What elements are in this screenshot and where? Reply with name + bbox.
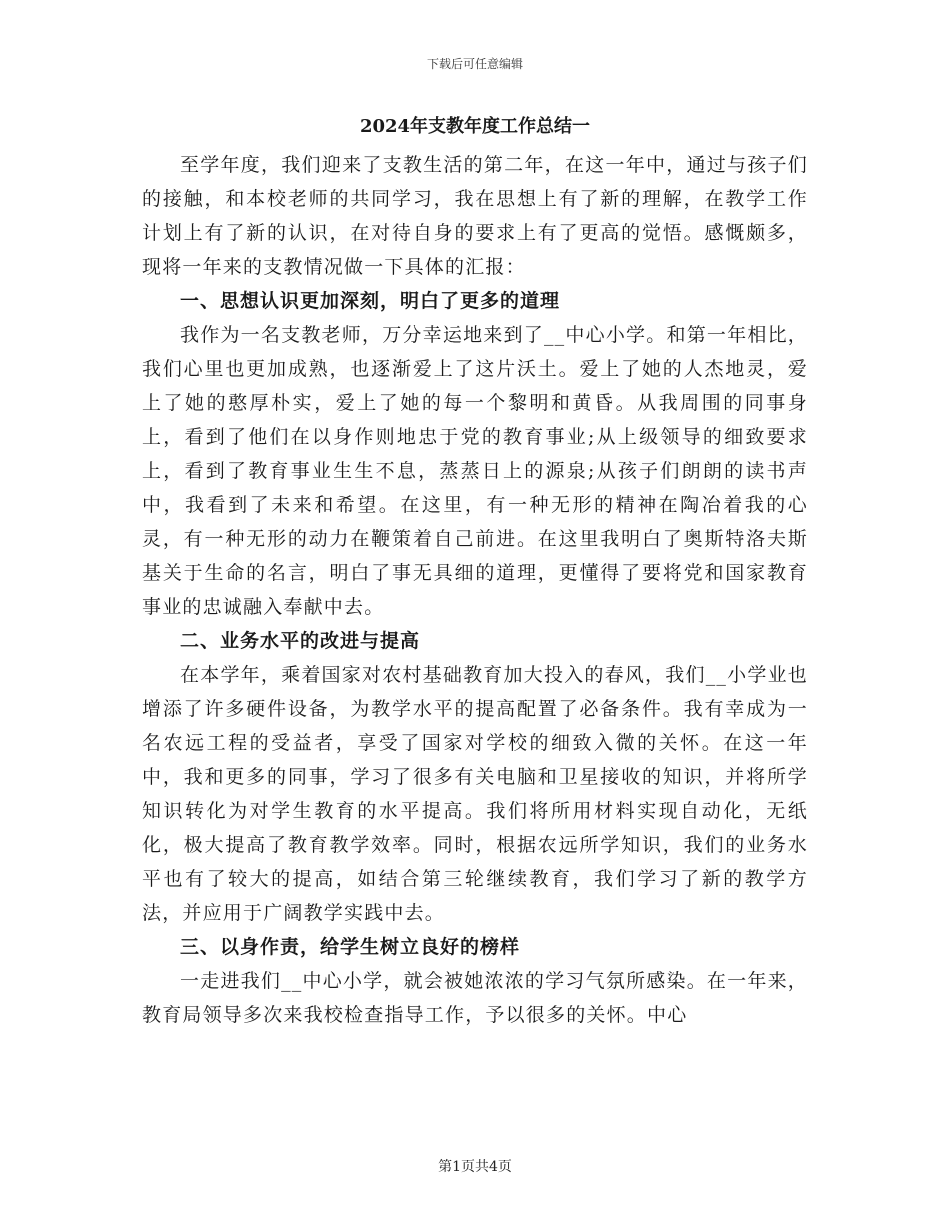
paragraph-section-1: 我作为一名支教老师，万分幸运地来到了__中心小学。和第一年相比，我们心里也更加成熟，也逐渐爱上了这片沃土。爱上了她的人杰地灵，爱上了她的憨厚朴实，爱上了她的每一个黎明和黄昏。从我周围的同事身上，看到了他们在以身作则地忠于党的教育事业;从上级领导的细致要求上，看到了教育事业生生不息，蒸蒸日上的源泉;从孩子们朗朗的读书声中，我看到了未来和希望。在这里，有一种无形的精神在陶冶着我的心灵，有一种无形的动力在鞭策着自己前进。在这里我明白了奥斯特洛夫斯基关于生命的名言，明白了事无具细的道理，更懂得了要将党和国家教育事业的忠诚融入奉献中去。	[142, 324, 808, 618]
paragraph-section-2: 在本学年，乘着国家对农村基础教育加大投入的春风，我们__小学业也增添了许多硬件设备，为教学水平的提高配置了必备条件。我有幸成为一名农远工程的受益者，享受了国家对学校的细致入微的关怀。在这一年中，我和更多的同事，学习了很多有关电脑和卫星接收的知识，并将所学知识转化为对学生教育的水平提高。我们将所用材料实现自动化，无纸化，极大提高了教育教学效率。同时，根据农远所学知识，我们的业务水平也有了较大的提高，如结合第三轮继续教育，我们学习了新的教学方法，并应用于广阔教学实践中去。	[142, 664, 808, 924]
document-title: 2024年支教年度工作总结一	[359, 116, 591, 137]
section-heading-2: 二、业务水平的改进与提高	[180, 630, 421, 652]
section-heading-3: 三、以身作责，给学生树立良好的榜样	[180, 936, 521, 958]
document-body	[142, 110, 808, 1032]
section-heading-1: 一、思想认识更加深刻，明白了更多的道理	[180, 290, 561, 312]
paragraph-section-3: 一走进我们__中心小学，就会被她浓浓的学习气氛所感染。在一年来，教育局领导多次来我校检查指导工作，予以很多的关怀。中心	[142, 970, 808, 1026]
header-note: 下载后可任意编辑	[426, 57, 523, 71]
paragraph-intro: 至学年度，我们迎来了支教生活的第二年，在这一年中，通过与孩子们的接触，和本校老师的共同学习，我在思想上有了新的理解，在教学工作计划上有了新的认识，在对待自身的要求上有了更高的觉悟。感慨颇多，现将一年来的支教情况做一下具体的汇报：	[142, 154, 808, 278]
page-footer: 第1页共4页	[438, 1159, 512, 1175]
